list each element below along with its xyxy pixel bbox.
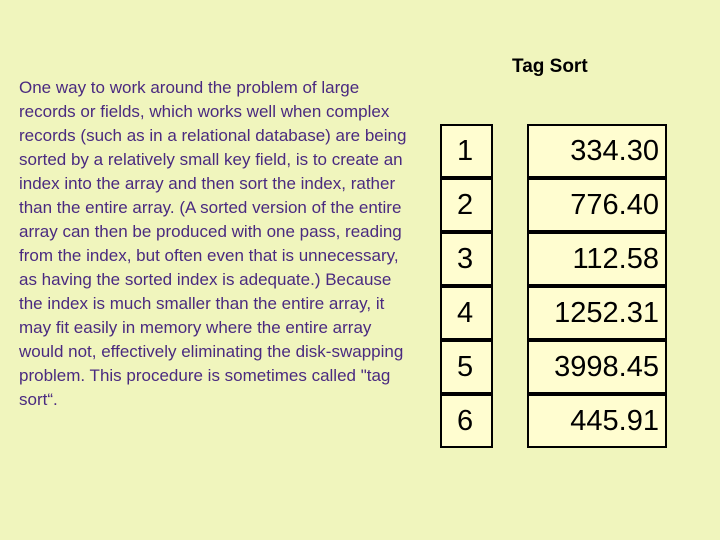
index-cell: 4 xyxy=(440,286,493,340)
value-cell: 776.40 xyxy=(527,178,667,232)
index-cell: 5 xyxy=(440,340,493,394)
value-cell: 445.91 xyxy=(527,394,667,448)
index-cell: 1 xyxy=(440,124,493,178)
index-cell: 3 xyxy=(440,232,493,286)
table-title: Tag Sort xyxy=(512,56,588,77)
explanation-paragraph: One way to work around the problem of large records or fields, which works well when complex records (such as in a relational database) are being sorted by a relatively small key field, is to create an index into the array and then sort the index, rather than the entire array. (A sorted version of the entire array can then be produced with one pass, reading from the index, but often even that is unnecessary, as having the sorted index is adequate.) Because the index is much smaller than the entire array, it may fit easily in memory where the entire array would not, effectively eliminating the disk-swapping problem. This procedure is sometimes called "tag sort“. xyxy=(19,78,407,409)
value-cell: 112.58 xyxy=(527,232,667,286)
index-cell: 2 xyxy=(440,178,493,232)
value-cell: 3998.45 xyxy=(527,340,667,394)
value-cell: 1252.31 xyxy=(527,286,667,340)
value-cell: 334.30 xyxy=(527,124,667,178)
index-cell: 6 xyxy=(440,394,493,448)
